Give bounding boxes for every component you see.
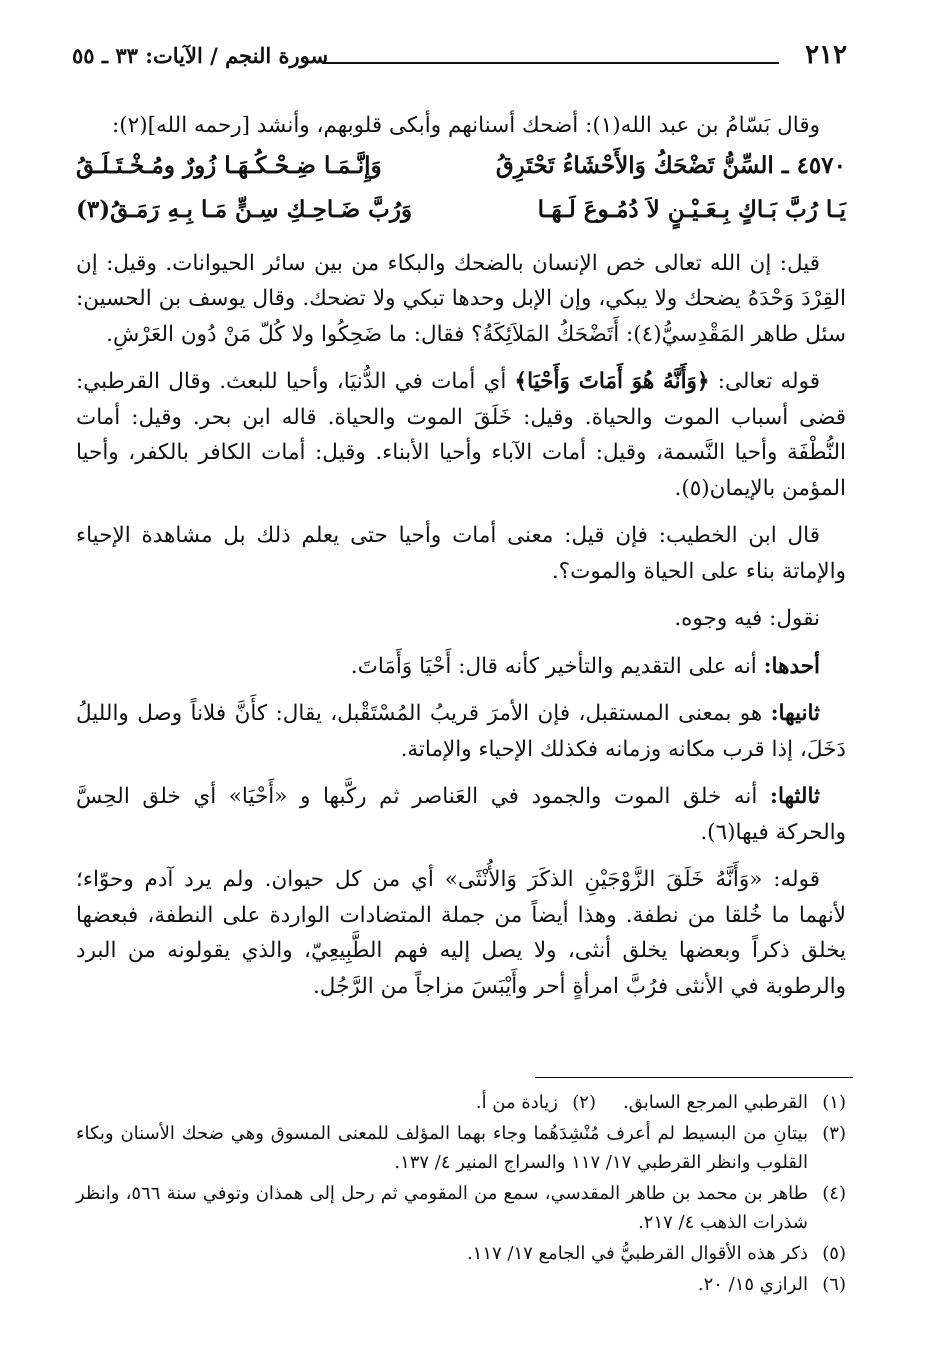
footnote-separator [535,1077,853,1078]
text-second: هو بمعنى المستقبل، فإن الأمرَ قريبُ المُسْتَقْبل، يقال: كأَنَّ فلاناً وصل والليلُ دَخَلَ، إذا قرب مكانه وزمانه فكذلك الإحياء والإماتة. [76,701,846,762]
paragraph-wujuh: نقول: فيه وجوه. [674,606,820,631]
paragraph-first [76,649,846,685]
footnote-5 [76,1239,846,1268]
footnote-text: طاهر بن محمد بن طاهر المقدسي، سمع من المقومي ثم رحل إلى همذان وتوفي سنة ٥٦٦، وانظر شذرات الذهب ٤/ ٢١٧. [76,1183,808,1233]
footnote-row-1-2 [76,1088,846,1117]
footnote-text: القرطبي المرجع السابق. [622,1092,808,1113]
footnote-number: (٥) [822,1243,846,1264]
header-title: سورة النجم / الآيات: ٣٣ ـ ٥٥ [72,43,329,68]
paragraph-bassam: وقال بَسّامُ بن عبد الله(١): أضحك أسنانهم وأبكى قلوبهم، وأنشد [رحمه الله](٢): [112,113,820,138]
paragraph-laughter: قيل: إن الله تعالى خص الإنسان بالضحك والبكاء من بين سائر الحيوانات. وقيل: إن القِرْدَ وَحْدَهُ يضحك ولا يبكي، وإن الإبل وحدها تبكي ولا تضحك. وقال يوسف بن الحسين: سئل طاهر المَقْدِسيُّ(٤): أَتَضْحَكُ المَلاَئِكَةُ؟ فقال: ما ضَحِكُوا ولا كُلّ مَنْ دُون العَرْشِ. [76,250,846,347]
main-text [76,108,846,1016]
paragraph-third [76,779,846,850]
label-first: أحدها: [763,653,820,679]
paragraph-second [76,696,846,767]
verse-2-first-hemistich: يَـا رُبَّ بَـاكٍ بِـعَـيْـنٍ لاَ دُمُـوعَ لَـهَـا [537,196,846,223]
footnote-1 [596,1088,846,1117]
label-third: ثالثها: [770,784,820,809]
verse-1-first-hemistich: ٤٥٧٠ ـ السِّنُّ تَضْحَكُ وَالأَحْشَاءُ تَحْتَرِقُ [495,152,846,179]
footnote-text: بيتانِ من البسيط لم أعرف مُنْشِدَهُما وجاء بهما المؤلف للمعنى المسوق وهي ضحك الأسنان وبكاء القلوب وانظر القرطبي ١٧/ ١١٧ والسراج المنير ٤/ ١٣٧. [76,1123,808,1173]
footnote-3 [76,1119,846,1177]
footnote-number: (١) [822,1092,846,1113]
verse-2 [76,188,846,232]
header-rule [322,62,779,64]
verse-1-second-hemistich: وَإِنَّـمَـا ضِـحْـكُـهَـا زُورٌ ومُـخْـتَـلَـقُ [76,152,382,179]
footnote-6 [76,1270,846,1299]
footnote-number: (٦) [822,1274,846,1295]
footnote-text: الرازي ١٥/ ٢٠. [697,1274,808,1295]
text-first: أنه على التقديم والتأخير كأنه قال: أَحْيَا وَأَمَاتَ. [350,653,764,679]
paragraph-ibn-khatib: قال ابن الخطيب: فإن قيل: معنى أمات وأحيا حتى يعلم ذلك بل مشاهدة الإحياء والإماتة بناء على الحياة والموت؟. [76,523,846,584]
footnote-number: (٤) [822,1183,846,1204]
paragraph-verse-commentary [76,364,846,506]
quran-quote: ﴿وَأَنَّهُ هُوَ أَمَاتَ وَأَحْيَا﴾ [514,369,710,394]
label-second: ثانيها: [770,701,820,726]
running-header [72,40,847,82]
footnote-number: (٢) [572,1092,596,1113]
text-third: أنه خلق الموت والجمود في العَناصر ثم ركَّبها و «أَحْيَا» أي خلق الحِسَّ والحركة فيها(٦). [76,784,846,845]
footnote-4 [76,1179,846,1237]
poem [76,144,846,232]
paragraph-rest: أي أمات في الدُّنيَا، وأحيا للبعث. وقال القرطبي: قضى أسباب الموت والحياة. وقيل: خَلَقَ الموت والحياة. قاله ابن بحر. وقيل: أمات النُّطْفَة وأحيا النَّسمة، وقيل: أمات الآباء وأحيا الأبناء. وقيل: أمات الكافر بالكفر، وأحيا المؤمن بالإيمان(٥). [76,369,846,501]
paragraph-pairs: قوله: «وَأَنَّهُ خَلَقَ الزَّوْجَيْنِ الذكَرَ وَالأُنْثَى» أي من كل حيوان. ولم يرد آدم وحوّاء؛ لأنهما ما خُلقا من نطفة. وهذا أيضاً من جملة المتضادات الواردة على النطفة، فبعضها يخلق ذكراً وبعضها يخلق أنثى، ولا يصل إليه فهم الطَّبِيعِيّ، والذي يقولونه من البرد والرطوبة في الأنثى فرُبَّ امرأةٍ أحر وأَيْبَسَ مزاجاً من الرَّجُل. [76,867,846,999]
paragraph-intro: قوله تعالى: [709,369,820,394]
verse-2-second-hemistich: وَرُبَّ ضَـاحِـكِ سِـنٍّ مَـا بِـهِ رَمَـقُ(٣) [76,196,413,223]
footnote-number: (٣) [822,1123,846,1144]
footnote-text: زيادة من أ. [475,1092,558,1113]
footnote-text: ذكر هذه الأقوال القرطبيُّ في الجامع ١٧/ ١١٧. [466,1243,808,1264]
footnote-2 [346,1088,596,1117]
verse-1 [76,144,846,188]
footnotes [76,1088,846,1301]
page-number: ٢١٢ [805,40,847,70]
